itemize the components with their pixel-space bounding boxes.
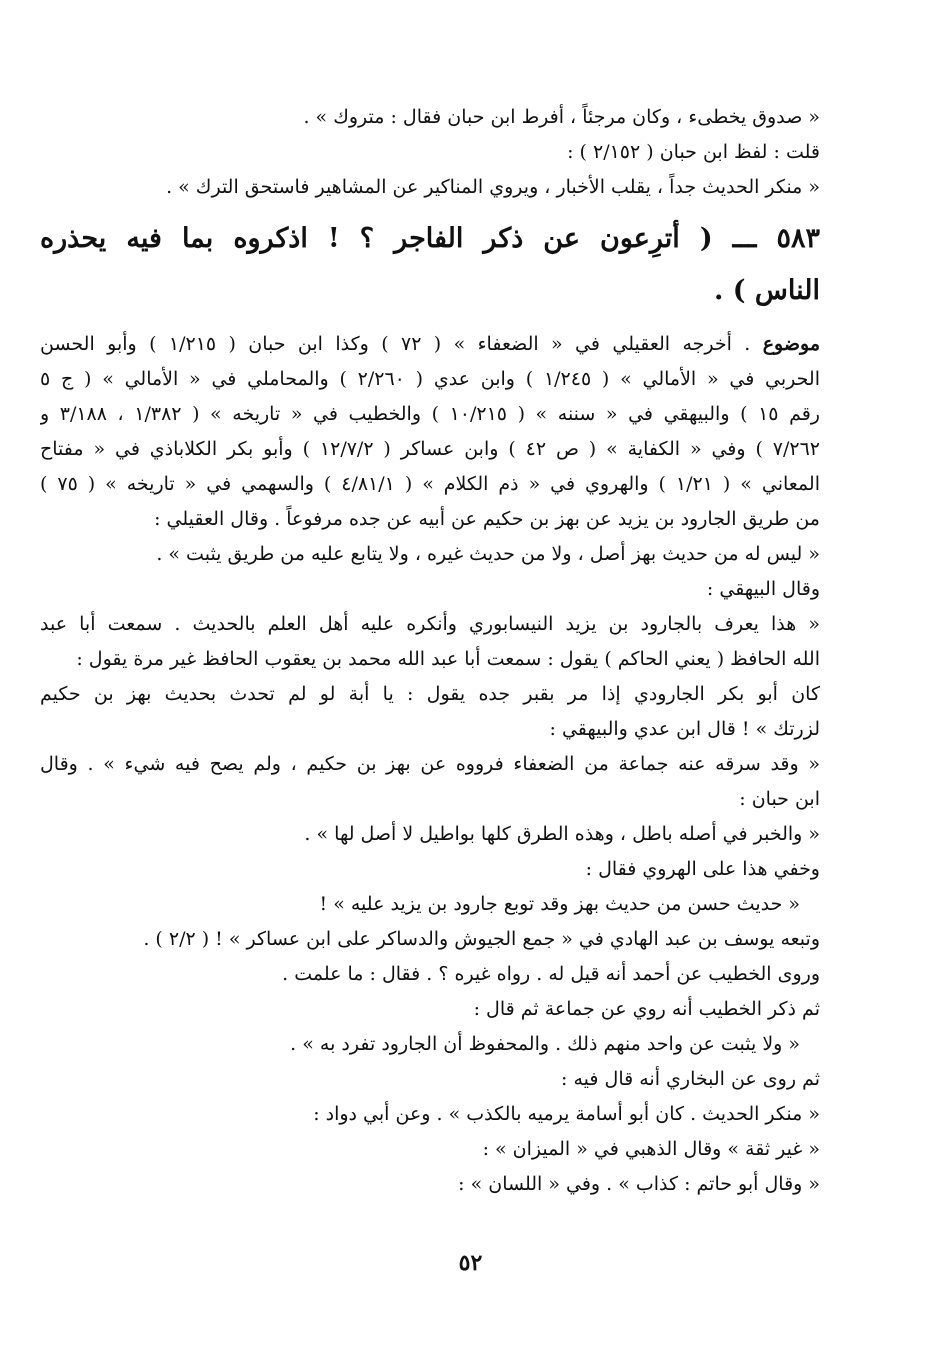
- hadith-heading-continued: الناس ) .: [713, 275, 820, 306]
- text-line: الله الحافظ ( يعني الحاكم ) يقول : سمعت أبا عبد الله محمد بن يعقوب الحافظ غير مرة يقول :: [76, 648, 820, 670]
- text-line: وقال البيهقي :: [706, 578, 820, 600]
- page-number: ٥٢: [458, 1250, 483, 1276]
- text-line: « ليس له من حديث بهز أصل ، ولا من حديث غيره ، ولا يتابع عليه من طريق يثبت » .: [156, 543, 820, 565]
- text-line: من طريق الجارود بن يزيد عن بهز بن حكيم عن أبيه عن جده مرفوعاً . وقال العقيلي :: [154, 508, 820, 530]
- text-line: « غير ثقة » وقال الذهبي في « الميزان » :: [482, 1138, 820, 1160]
- text-line: « هذا يعرف بالجارود بن يزيد النيسابوري وأنكره عليه أهل العلم بالحديث . سمعت أبا عبد: [40, 613, 820, 635]
- text-line: رقم ١٥ ) والبيهقي في « سننه » ( ١٠/٢١٥ ) والخطيب في « تاريخه » ( ١/٣٨٢ ، ٣/١٨٨ و: [40, 403, 820, 425]
- text-line: « ولا يثبت عن واحد منهم ذلك . والمحفوظ أن الجارود تفرد به » .: [290, 1033, 800, 1055]
- grading-label: موضوع: [762, 333, 820, 355]
- text-line: « والخبر في أصله باطل ، وهذه الطرق كلها بواطيل لا أصل لها » .: [304, 823, 820, 845]
- text-line: « منكر الحديث . كان أبو أسامة يرميه بالكذب » . وعن أبي دواد :: [313, 1103, 820, 1125]
- text-span: . أخرجه العقيلي في « الضعفاء » ( ٧٢ ) وكذا ابن حبان ( ١/٢١٥ ) وأبو الحسن: [40, 333, 763, 355]
- text-line: [40, 327, 820, 362]
- text-line: « وقال أبو حاتم : كذاب » . وفي « اللسان » :: [458, 1173, 820, 1195]
- text-line: وخفي هذا على الهروي فقال :: [585, 858, 820, 880]
- text-line: « حديث حسن من حديث بهز وقد توبع جارود بن يزيد عليه » !: [319, 893, 800, 915]
- text-line: لزرتك » ! قال ابن عدي والبيهقي :: [549, 718, 820, 740]
- text-line: وتبعه يوسف بن عبد الهادي في « جمع الجيوش والدساكر على ابن عساكر » ! ( ٢/٢ ) .: [143, 928, 820, 950]
- hadith-heading: ٥٨٣ ـــ ( أترِعون عن ذكر الفاجر ؟ ! اذكروه بما فيه يحذره: [40, 223, 820, 254]
- text-line: وروى الخطيب عن أحمد أنه قيل له . رواه غيره ؟ . فقال : ما علمت .: [282, 963, 820, 985]
- text-line: « وقد سرقه عنه جماعة من الضعفاء فرووه عن بهز بن حكيم ، ولم يصح فيه شيء » . وقال: [40, 753, 820, 775]
- text-line: قلت : لفظ ابن حبان ( ٢/١٥٢ ) :: [567, 141, 820, 163]
- text-line: كان أبو بكر الجارودي إذا مر بقبر جده يقول : يا أبة لو لم تحدث بحديث بهز بن حكيم: [40, 683, 820, 705]
- text-line: ثم ذكر الخطيب أنه روي عن جماعة ثم قال :: [473, 998, 820, 1020]
- text-line: ثم روى عن البخاري أنه قال فيه :: [561, 1068, 820, 1090]
- text-line: ٧/٢٦٢ ) وفي « الكفاية » ( ص ٤٢ ) وابن عساكر ( ١٢/٧/٢ ) وأبو بكر الكلاباذي في « مفتاح: [40, 438, 820, 460]
- text-line: ابن حبان :: [739, 788, 820, 810]
- text-line: الحربي في « الأمالي » ( ١/٢٤٥ ) وابن عدي ( ٢/٢٦٠ ) والمحاملي في « الأمالي » ( ج ٥: [40, 368, 820, 390]
- text-line: المعاني » ( ١/٢١ ) والهروي في « ذم الكلام » ( ٤/٨١/١ ) والسهمي في « تاريخه » ( ٧٥ ): [40, 473, 820, 495]
- text-line: « صدوق يخطىء ، وكان مرجئاً ، أفرط ابن حبان فقال : متروك » .: [303, 106, 820, 128]
- text-line: « منكر الحديث جداً ، يقلب الأخبار ، ويروي المناكير عن المشاهير فاستحق الترك » .: [166, 176, 820, 198]
- page-text: [40, 100, 820, 1202]
